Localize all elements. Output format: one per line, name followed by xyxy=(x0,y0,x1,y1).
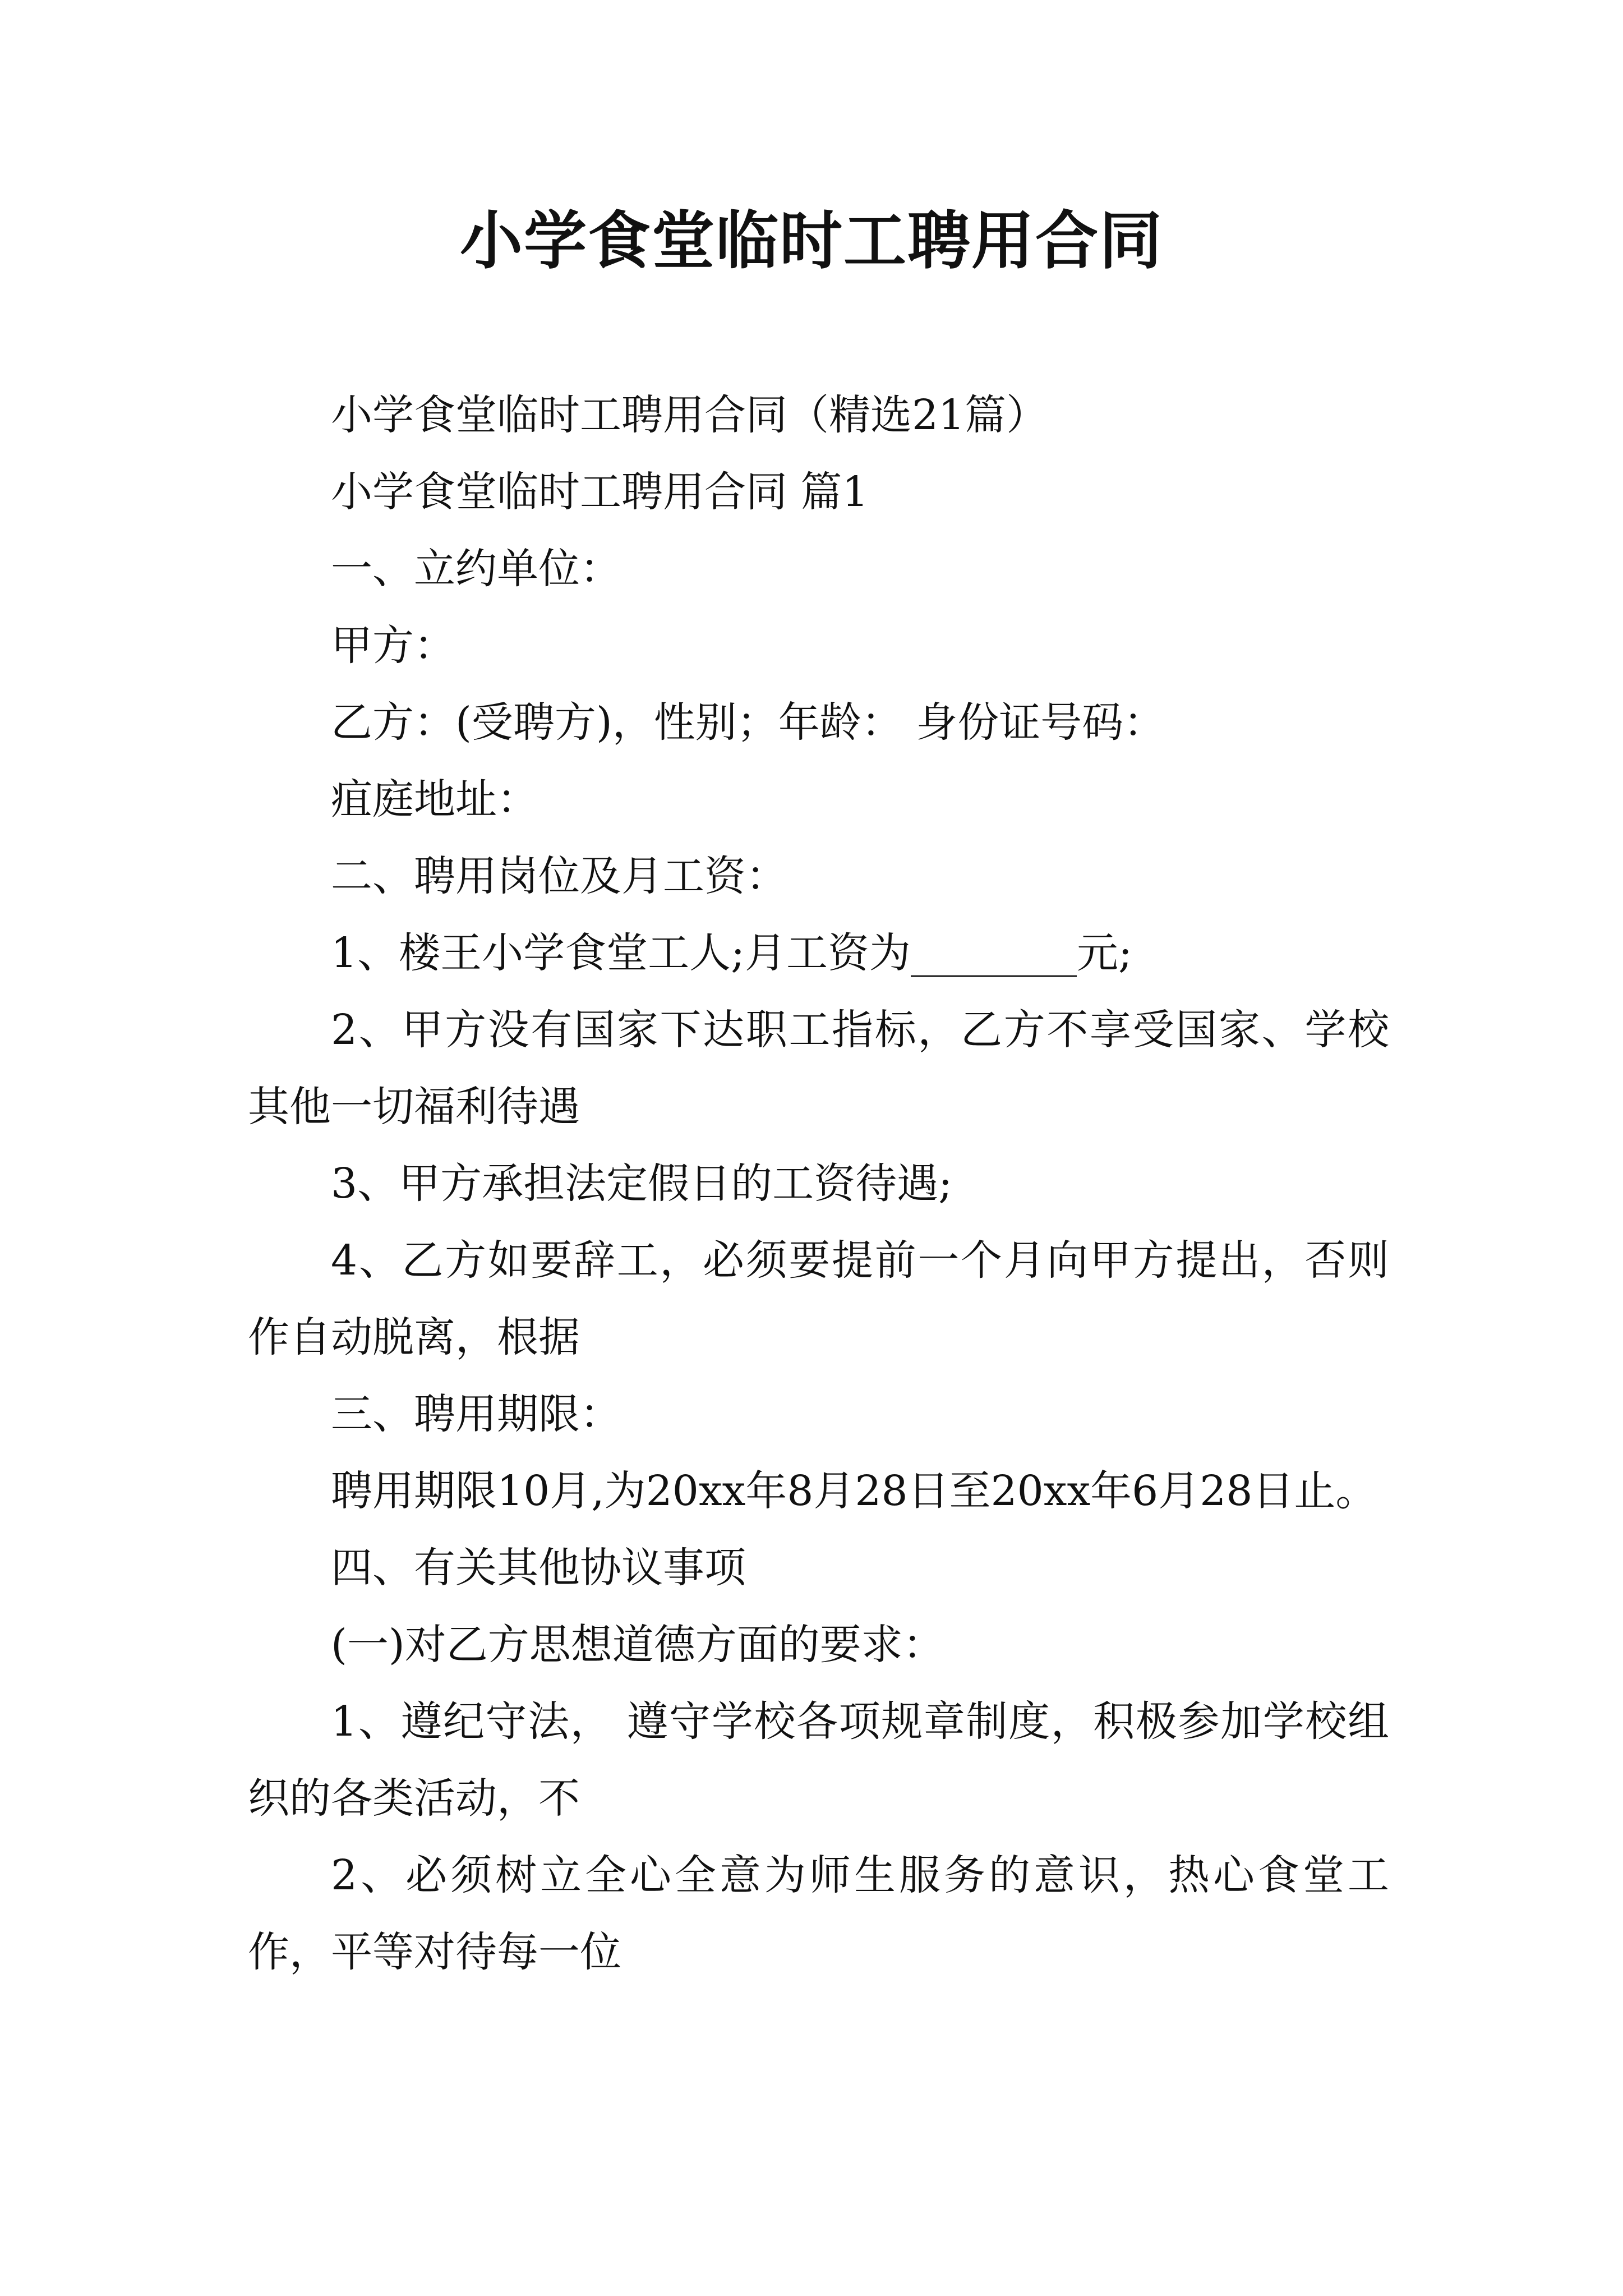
paragraph-clause: 2、甲方没有国家下达职工指标，乙方不享受国家、学校其他一切福利待遇 xyxy=(248,1006,1389,1131)
paragraph-address: 疽庭地址： xyxy=(331,775,538,823)
paragraph-clause: 4、乙方如要辞工，必须要提前一个月向甲方提出，否则作自动脱离，根据 xyxy=(248,1236,1389,1361)
paragraph-clause: 1、楼王小学食堂工人;月工资为________元; xyxy=(331,929,1132,977)
paragraph-clause: 2、必须树立全心全意为师生服务的意识，热心食堂工作，平等对待每一位 xyxy=(248,1851,1389,1976)
paragraph-clause: 1、遵纪守法， 遵守学校各项规章制度，积极参加学校组织的各类活动，不 xyxy=(248,1697,1389,1823)
paragraph-other-heading: 四、有关其他协议事项 xyxy=(331,1544,746,1592)
paragraph-term: 聘用期限10月,为20xx年8月28日至20xx年6月28日止。 xyxy=(331,1467,1377,1515)
paragraph-position-heading: 二、聘用岗位及月工资： xyxy=(331,852,787,900)
document-title: 小学食堂临时工聘用合同 xyxy=(460,205,1163,278)
paragraph-party-a: 甲方： xyxy=(331,622,455,670)
paragraph-subsection-heading: (一)对乙方思想道德方面的要求： xyxy=(331,1621,944,1669)
paragraph-section-heading: 小学食堂临时工聘用合同 篇1 xyxy=(331,468,869,516)
paragraph-parties-heading: 一、立约单位： xyxy=(331,545,621,593)
paragraph-term-heading: 三、聘用期限： xyxy=(331,1390,621,1438)
paragraph-party-b: 乙方：(受聘方)，性别；年龄： 身份证号码： xyxy=(331,698,1165,747)
paragraph-subtitle: 小学食堂临时工聘用合同（精选21篇） xyxy=(331,391,1048,439)
paragraph-clause: 3、甲方承担法定假日的工资待遇; xyxy=(331,1159,953,1208)
document-body xyxy=(248,377,1389,1991)
